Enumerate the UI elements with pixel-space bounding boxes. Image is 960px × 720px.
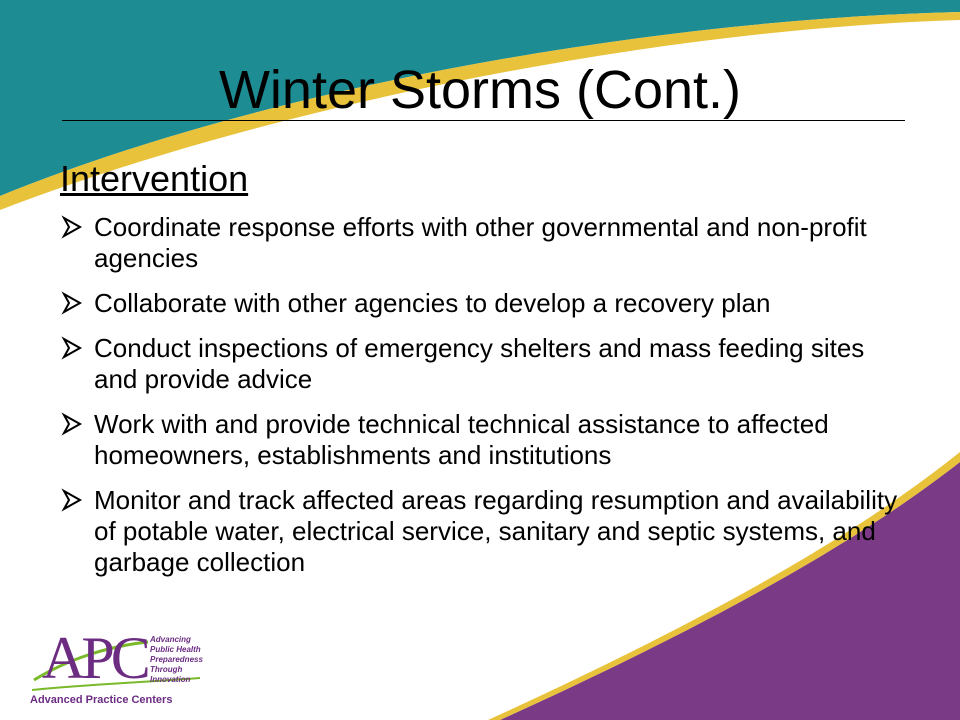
bullet-item [60,409,910,471]
logo-subtitle: Advanced Practice Centers [30,694,173,706]
logo-tagline-line: Preparedness [150,655,203,664]
logo-tagline [150,635,210,685]
arrow-bullet-icon [60,336,84,360]
bullet-text: Monitor and track affected areas regarding resumption and availability of potable water, electrical service, sanitary and septic systems, and garbage collection [94,485,898,577]
bullet-list [60,212,910,592]
bullet-text: Coordinate response efforts with other governmental and non-profit agencies [94,212,867,273]
bullet-item [60,288,910,319]
logo-letters: APC [42,625,147,691]
arrow-bullet-icon [60,215,84,239]
bullet-text: Conduct inspections of emergency shelters and mass feeding sites and provide advice [94,333,865,394]
logo-tagline-line: Advancing [150,635,191,644]
title-rule [62,120,905,121]
arrow-bullet-icon [60,291,84,315]
bullet-item [60,333,910,395]
bullet-text: Work with and provide technical technical assistance to affected homeowners, establishments and institutions [94,409,829,470]
section-heading: Intervention [60,158,249,199]
bullet-text: Collaborate with other agencies to develop a recovery plan [94,288,771,318]
slide-title: Winter Storms (Cont.) [218,60,742,120]
logo-tagline-line: Innovation [150,675,191,684]
bullet-item [60,212,910,274]
logo-tagline-line: Through [150,665,183,674]
bullet-item [60,485,910,578]
arrow-bullet-icon [60,412,84,436]
logo-tagline-line: Public Health [150,645,201,654]
apc-logo [30,625,205,708]
arrow-bullet-icon [60,488,84,512]
